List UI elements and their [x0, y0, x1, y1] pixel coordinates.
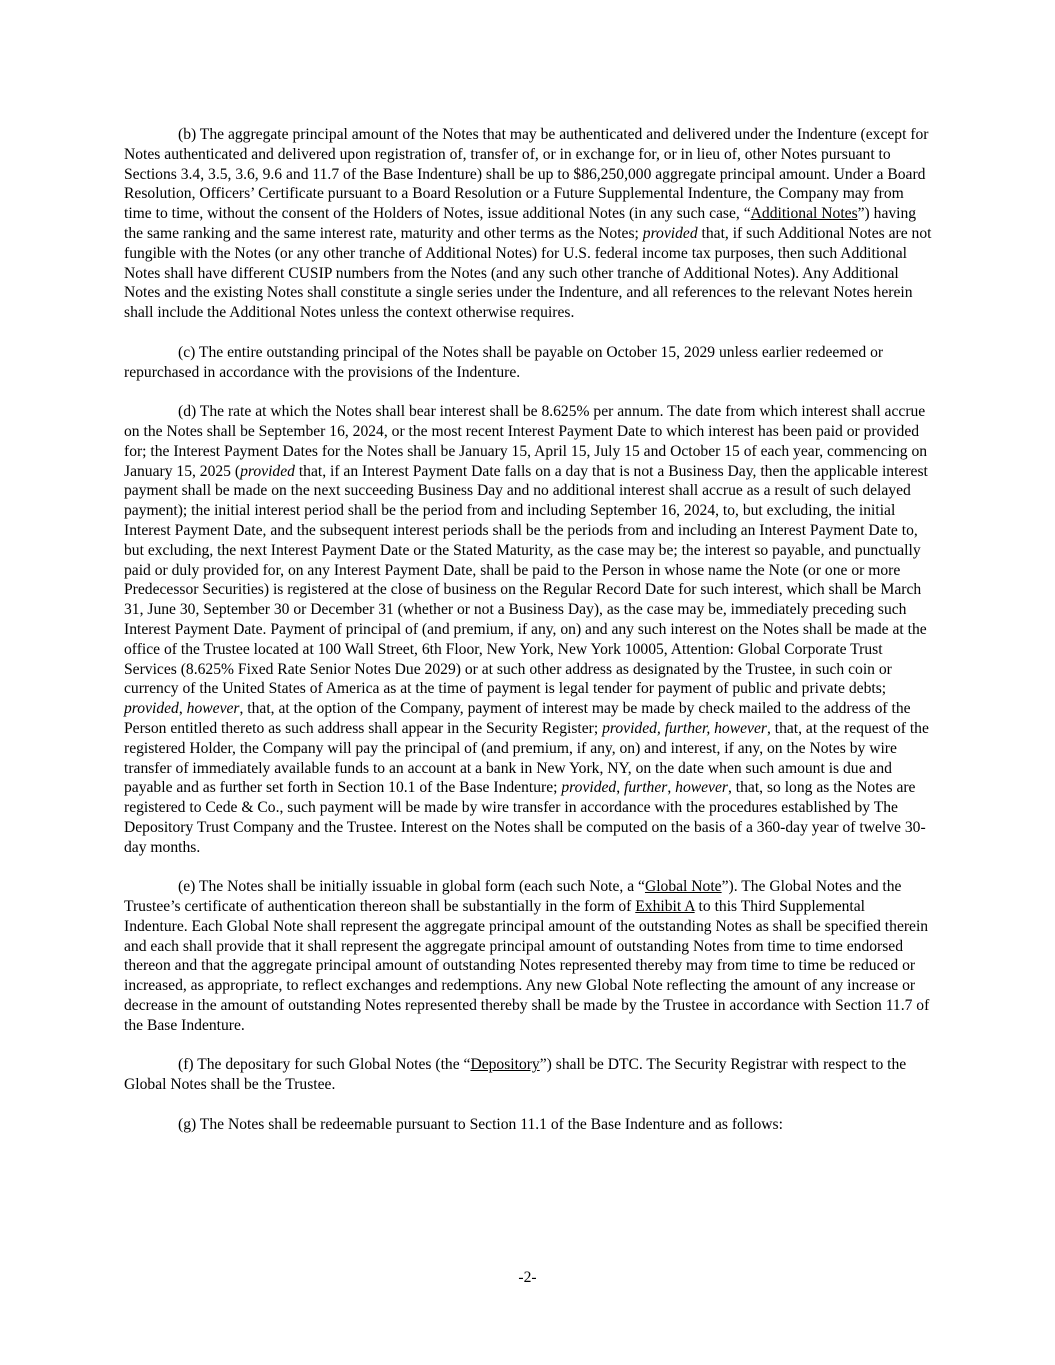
italic-however: however	[675, 779, 728, 797]
paragraph-b-text-3: that, if such Additional Notes are not fungible with the Notes (or any other tranche of Additional Notes) for U.S. federal income tax purposes, then such Additional Notes shall have different CUSIP numbers from the Notes (and any such other tranche of Additional Notes). Any Additional Notes and the existing Notes shall constitute a single series under the Indenture, and all references to the relevant Notes herein shall include the Additional Notes unless the context otherwise requires.	[124, 224, 932, 322]
paragraph-c-text: (c) The entire outstanding principal of the Notes shall be payable on October 15, 2029 unless earlier redeemed or repurchased in accordance with the provisions of the Indenture.	[124, 343, 884, 381]
paragraph-d-text-6: ,	[616, 779, 625, 797]
paragraph-d-text-1: (d) The rate at which the Notes shall bear interest shall be 8.625% per annum. The date from which interest shall accrue on the Notes shall be September 16, 2024, or the most recent Interest Payment Date to which interest has been paid or provided for; the Interest Payment Dates for the Notes shall be January 15, April 15, July 15 and October 15 of each year, commencing on January 15, 2025 (	[124, 403, 928, 480]
defined-term-global-note: Global Note	[644, 878, 722, 896]
italic-provided-further-however: provided, further, however	[602, 719, 767, 737]
paragraph-d-text-4: , that, at the option of the Company, payment of interest may be made by check mailed to the address of the Person entitled thereto as such address shall appear in the Security Register;	[124, 700, 911, 737]
paragraph-b	[124, 125, 932, 323]
defined-term-depository: Depository	[470, 1056, 540, 1074]
paragraph-g-text: (g) The Notes shall be redeemable pursuant to Section 11.1 of the Base Indenture and as follows:	[178, 1115, 783, 1133]
defined-term-additional-notes: Additional Notes	[750, 205, 858, 223]
paragraph-c	[124, 343, 932, 383]
paragraph-e	[124, 877, 932, 1035]
paragraph-e-text-2: ”). The Global Notes and the Trustee’s certificate of authentication thereon shall be substantially in the form of	[124, 878, 902, 916]
paragraph-f	[124, 1055, 932, 1095]
paragraph-f-text-2: ”) shall be DTC. The Security Registrar with respect to the Global Notes shall be the Trustee.	[124, 1056, 907, 1094]
paragraph-e-text-1: (e) The Notes shall be initially issuable in global form (each such Note, a “	[178, 878, 645, 896]
page-number: -2-	[518, 1269, 537, 1286]
paragraph-d-text-7: ,	[667, 779, 676, 797]
italic-provided: provided	[240, 462, 295, 480]
italic-further: further	[624, 779, 668, 797]
paragraph-g	[124, 1115, 932, 1135]
paragraph-d-text-5: , that, at the request of the registered Holder, the Company will pay the principal of (and premium, if any, on) and interest, if any, on the Notes by wire transfer of immediately available funds to an account at a bank in New York, NY, on the date when such amount is due and payable and as further set forth in Section 10.1 of the Base Indenture;	[124, 719, 929, 797]
paragraph-d-text-2: that, if an Interest Payment Date falls on a day that is not a Business Day, then the applicable interest payment shall be made on the next succeeding Business Day and no additional interest shall accrue as a result of such delayed payment); the initial interest period shall be the period from and including September 16, 2024, to, but excluding, the initial Interest Payment Date, and the subsequent interest periods shall be the periods from and including an Interest Payment Date to, but excluding, the next Interest Payment Date or the Stated Maturity, as the case may be; the interest so payable, and punctually paid or duly provided for, on any Interest Payment Date, shall be paid to the Person in whose name the Note (or one or more Predecessor Securities) is registered at the close of business on the Regular Record Date for such interest, which shall be March 31, June 30, September 30 or December 31 (whether or not a Business Day), as the case may be, immediately preceding such Interest Payment Date. Payment of principal of (and premium, if any, on) and any such interest on the Notes shall be made at the office of the Trustee located at 100 Wall Street, 6th Floor, New York, New York 10005, Attention: Global Corporate Trust Services (8.625% Fixed Rate Senior Notes Due 2029) or at such other address as designated by the Trustee, in such coin or currency of the United States of America as at the time of payment is legal tender for payment of public and private debts;	[124, 462, 928, 698]
document-body	[124, 125, 932, 1154]
italic-provided: provided	[124, 700, 179, 718]
italic-provided: provided	[642, 224, 698, 242]
paragraph-d	[124, 402, 932, 857]
italic-however: however	[186, 700, 240, 718]
exhibit-reference: Exhibit A	[635, 898, 695, 916]
paragraph-b-text-2: ”) having the same ranking and the same interest rate, maturity and other terms as the Notes;	[124, 205, 917, 242]
italic-provided: provided	[561, 779, 617, 797]
paragraph-d-text-3: ,	[178, 700, 187, 718]
paragraph-d-text-8: , that, so long as the Notes are registered to Cede & Co., such payment will be made by wire transfer in accordance with the procedures established by The Depository Trust Company and the Trustee. Interest on the Notes shall be computed on the basis of a 360-day year of twelve 30-day months.	[124, 779, 926, 856]
paragraph-f-text-1: (f) The depositary for such Global Notes (the “	[178, 1056, 471, 1074]
paragraph-b-text-1: (b) The aggregate principal amount of the Notes that may be authenticated and delivered under the Indenture (except for Notes authenticated and delivered upon registration of, transfer of, or in exchange for, or in lieu of, other Notes pursuant to Sections 3.4, 3.5, 3.6, 9.6 and 11.7 of the Base Indenture) shall be up to $86,250,000 aggregate principal amount. Under a Board Resolution, Officers’ Certificate pursuant to a Board Resolution or a Future Supplemental Indenture, the Company may from time to time, without the consent of the Holders of Notes, issue additional Notes (in any such case, “	[124, 126, 929, 223]
paragraph-e-text-3: to this Third Supplemental Indenture. Each Global Note shall represent the aggregate principal amount of the outstanding Notes as shall be specified therein and each shall provide that it shall represent the aggregate principal amount of outstanding Notes from time to time endorsed thereon and that the aggregate principal amount of outstanding Notes represented thereby may from time to time be reduced or increased, as appropriate, to reflect exchanges and redemptions. Any new Global Note reflecting the amount of any increase or decrease in the amount of outstanding Notes represented thereby shall be made by the Trustee in accordance with Section 11.7 of the Base Indenture.	[124, 898, 930, 1034]
